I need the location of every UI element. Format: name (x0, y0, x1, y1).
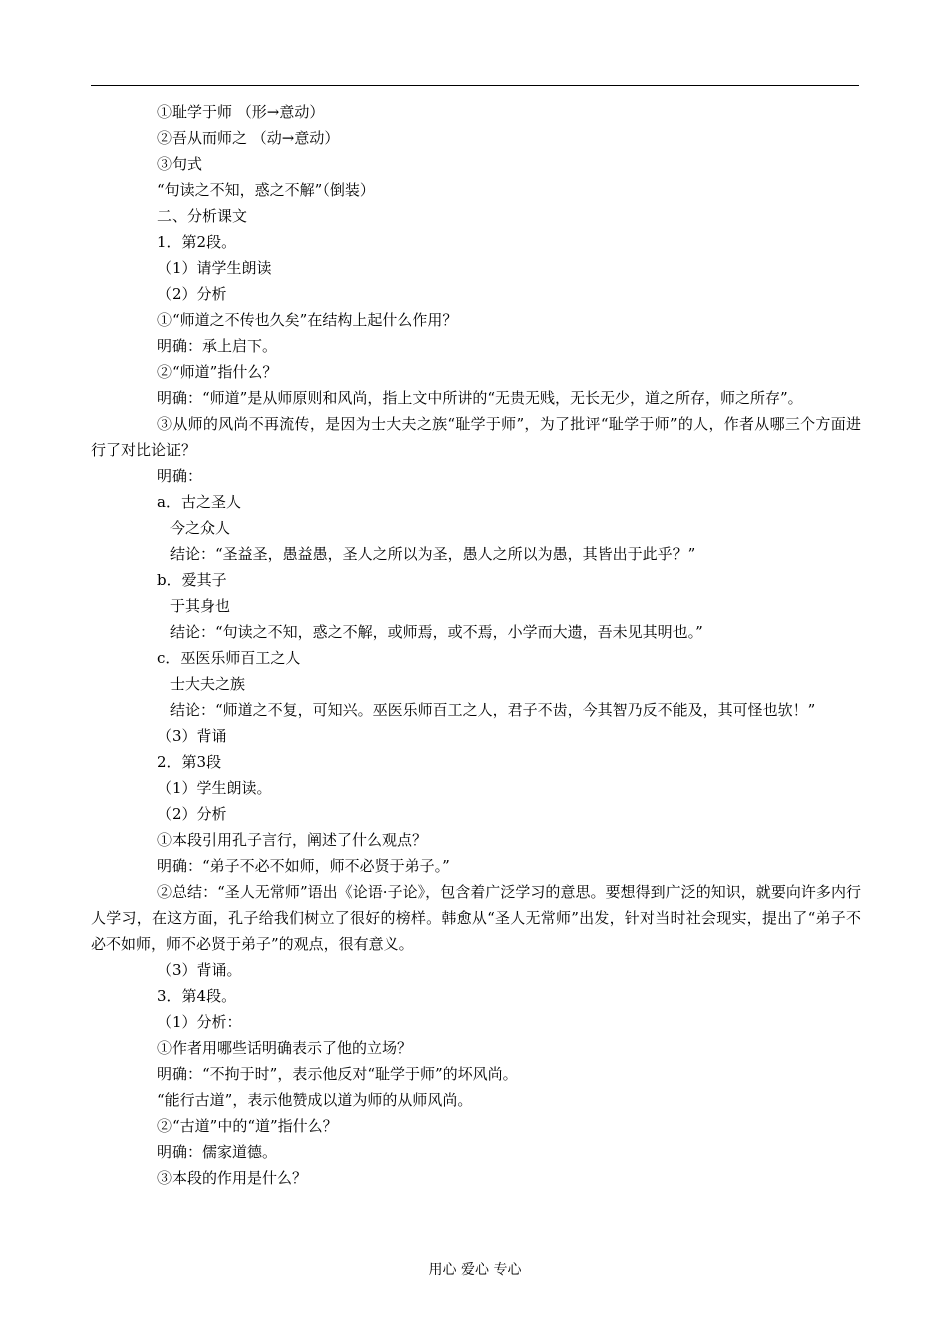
text-line: 明确：“师道”是从师原则和风尚，指上文中所讲的“无贵无贱，无长无少，道之所存，师之所存”。 (157, 389, 803, 407)
document-body (91, 99, 861, 1191)
text-line: 明确：“弟子不必不如师，师不必贤于弟子。” (157, 857, 450, 875)
text-line: 明确：儒家道德。 (157, 1143, 278, 1161)
text-line: “能行古道”，表示他赞成以道为师的从师风尚。 (157, 1091, 473, 1109)
text-line: 明确：“不拘于时”，表示他反对“耻学于师”的坏风尚。 (157, 1065, 518, 1083)
text-line: “句读之不知，惑之不解”（倒装） (157, 181, 375, 199)
text-line: ①“师道之不传也久矣”在结构上起什么作用？ (157, 311, 458, 329)
text-line: 今之众人 (170, 519, 231, 537)
text-line: ②“师道”指什么？ (157, 363, 278, 381)
text-line: ②总结：“圣人无常师”语出《论语·子论》，包含着广泛学习的意思。要想得到广泛的知识，就要向许多内行人学习，在这方面，孔子给我们树立了很好的榜样。韩愈从“圣人无常师”出发，针对当时社会现实，提出了“弟子不必不如师，师不必贤于弟子”的观点，很有意义。 (91, 883, 861, 953)
text-line: 二、分析课文 (157, 207, 248, 225)
text-line: 于其身也 (170, 597, 231, 615)
text-line: 1．第2段。 (157, 233, 237, 251)
text-line: （1）分析： (157, 1013, 242, 1031)
text-line: 3．第4段。 (157, 987, 237, 1005)
text-line: （3）背诵 (157, 727, 227, 745)
text-line: ③句式 (157, 155, 203, 173)
text-line: 明确：承上启下。 (157, 337, 278, 355)
text-line: 明确： (157, 467, 203, 485)
text-line: b．爱其子 (157, 571, 227, 589)
text-line: ①本段引用孔子言行，阐述了什么观点？ (157, 831, 428, 849)
text-line: a．古之圣人 (157, 493, 241, 511)
text-line: ③本段的作用是什么？ (157, 1169, 308, 1187)
text-line: （2）分析 (157, 285, 227, 303)
header-rule (91, 85, 859, 86)
text-line: 结论：“句读之不知，惑之不解，或师焉，或不焉，小学而大遗，吾未见其明也。” (170, 623, 703, 641)
text-line: 士大夫之族 (170, 675, 246, 693)
text-line: ③从师的风尚不再流传，是因为士大夫之族“耻学于师”，为了批评“耻学于师”的人，作者从哪三个方面进行了对比论证？ (91, 415, 861, 459)
text-line: 结论：“圣益圣，愚益愚，圣人之所以为圣，愚人之所以为愚，其皆出于此乎？” (170, 545, 696, 563)
text-line: c．巫医乐师百工之人 (157, 649, 301, 667)
text-line: ①作者用哪些话明确表示了他的立场？ (157, 1039, 413, 1057)
text-line: ②“古道”中的“道”指什么？ (157, 1117, 338, 1135)
text-line: （1）请学生朗读 (157, 259, 272, 277)
text-line: 结论：“师道之不复，可知兴。巫医乐师百工之人，君子不齿，今其智乃反不能及，其可怪也欤！” (170, 701, 816, 719)
text-line: （1）学生朗读。 (157, 779, 272, 797)
text-line: 2．第3段 (157, 753, 222, 771)
text-line: （3）背诵。 (157, 961, 242, 979)
text-line: ①耻学于师 （形→意动） (157, 103, 325, 121)
page-footer: 用心 爱心 专心 (428, 1262, 522, 1278)
text-line: （2）分析 (157, 805, 227, 823)
text-line: ②吾从而师之 （动→意动） (157, 129, 340, 147)
